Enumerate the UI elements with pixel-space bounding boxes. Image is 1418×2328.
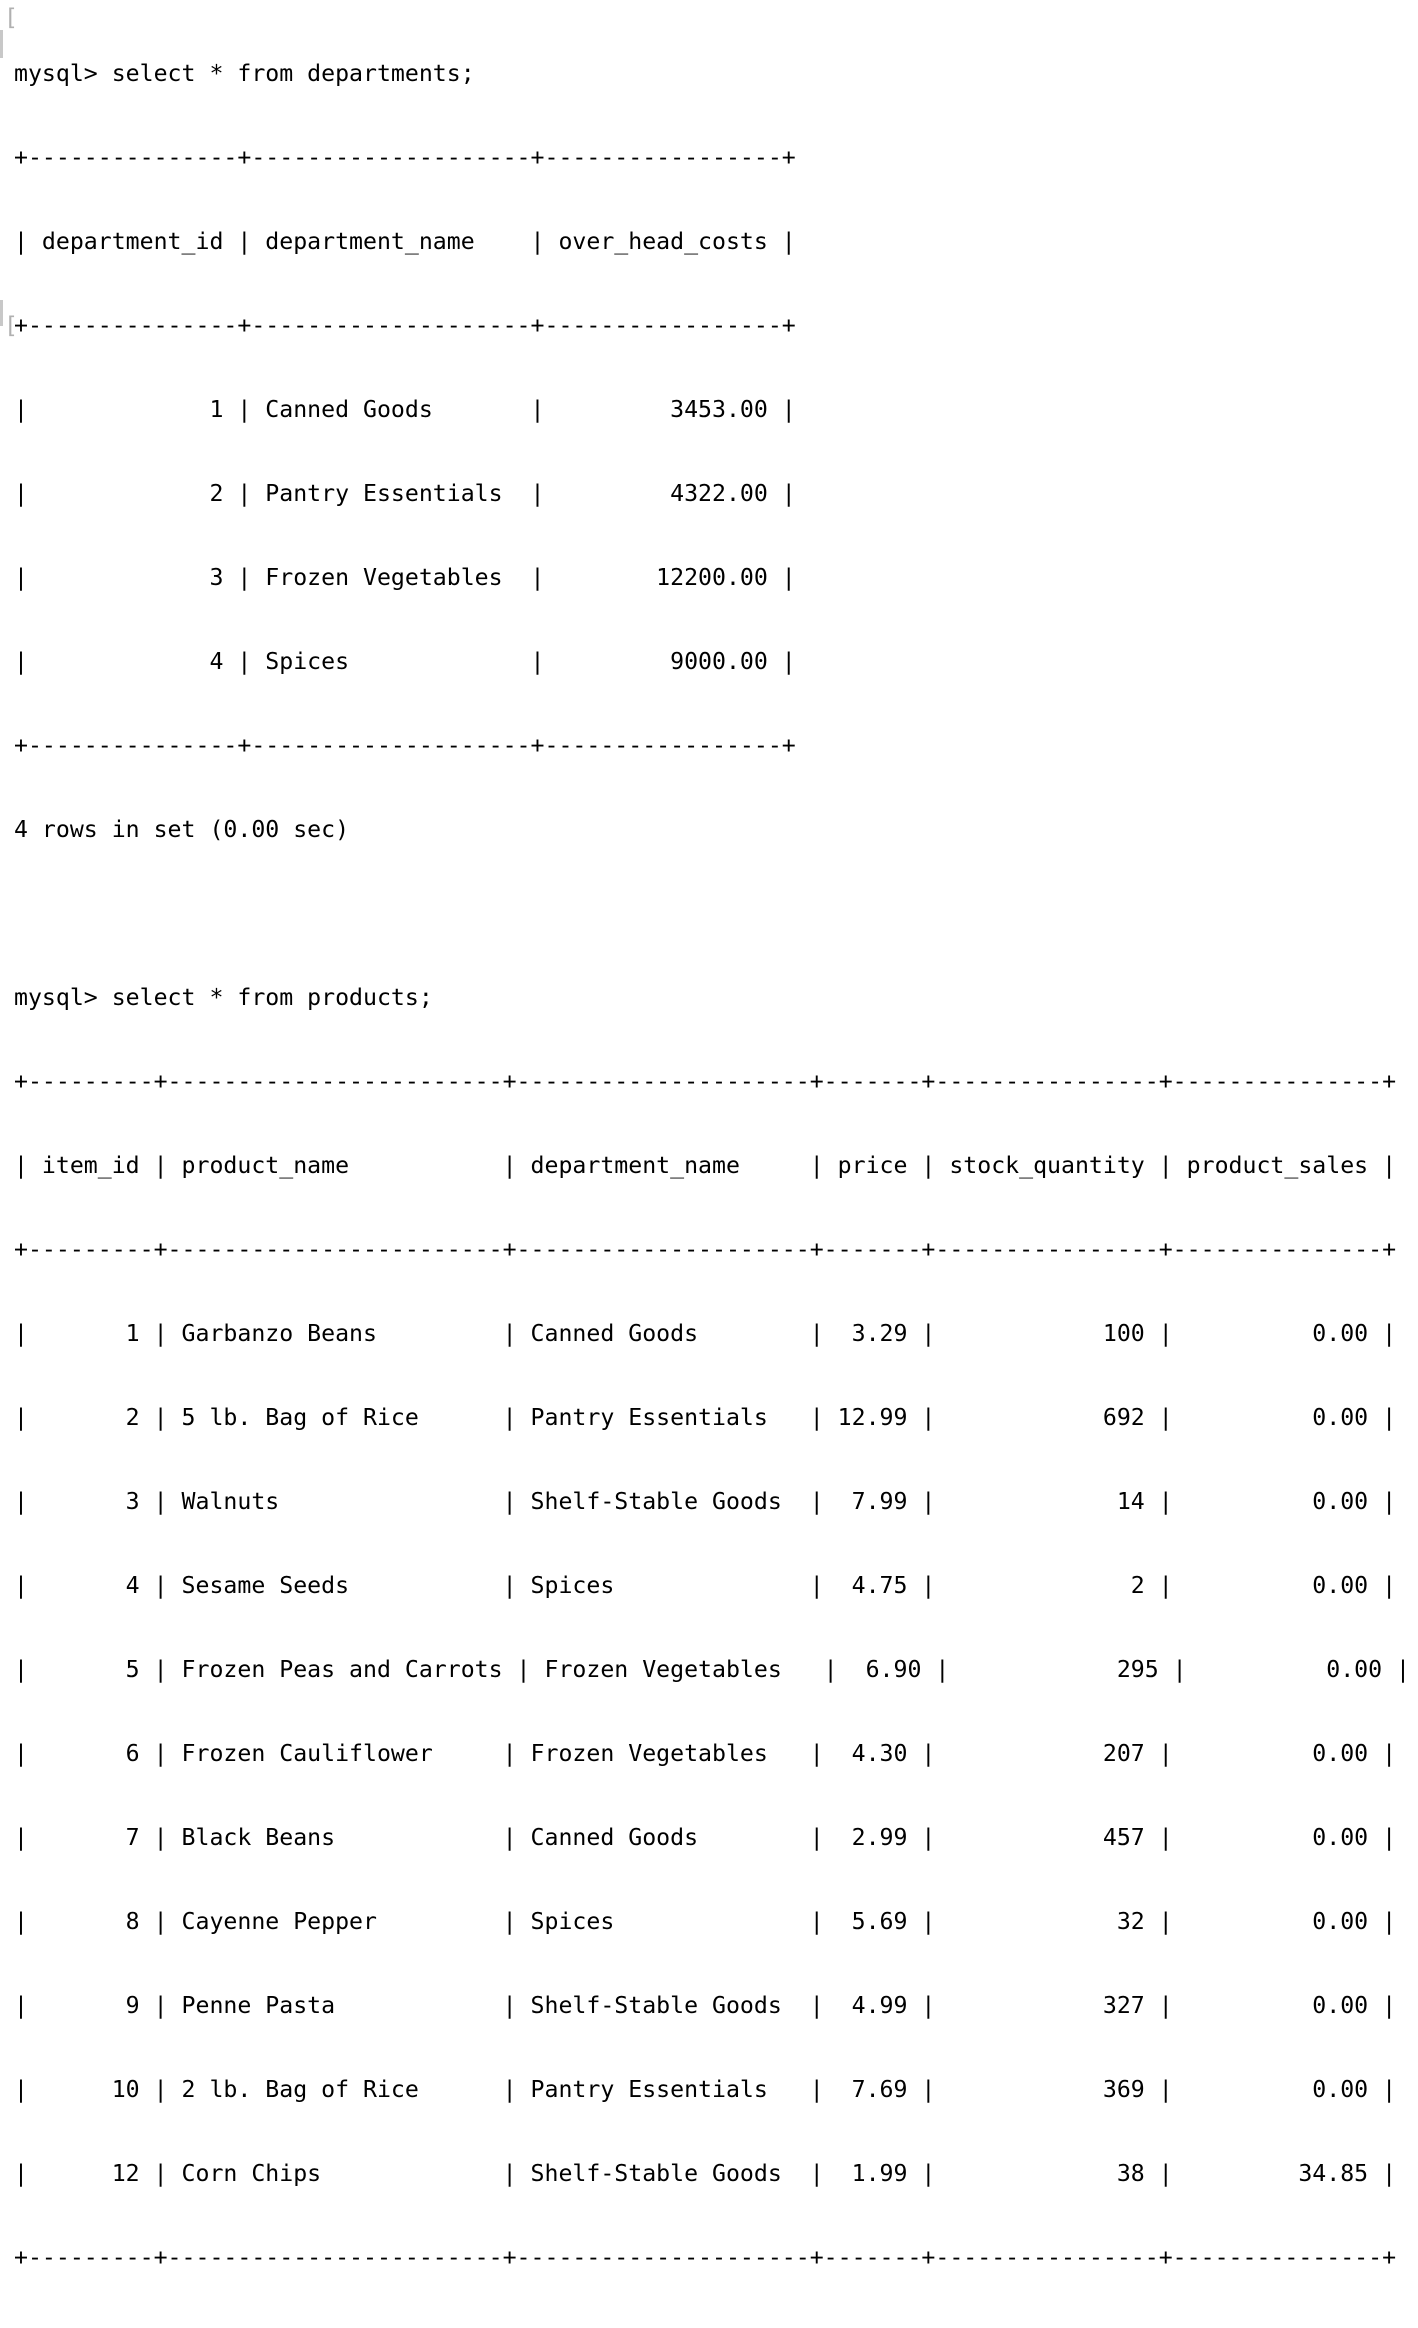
table-row: | 4 | Spices | 9000.00 | — [14, 648, 796, 675]
table-border: +---------------+--------------------+-----------------+ — [14, 144, 796, 171]
table-border: +---------+------------------------+---------------------+-------+----------------+---------------+ — [14, 1236, 1397, 1263]
table-border: +---------------+--------------------+-----------------+ — [14, 312, 796, 339]
table-border: +---------------+--------------------+-----------------+ — [14, 732, 796, 759]
command-line: mysql> select * from products; — [14, 984, 433, 1011]
table-row: | 1 | Garbanzo Beans | Canned Goods | 3.29 | 100 | 0.00 | — [14, 1320, 1397, 1347]
table-header: | item_id | product_name | department_name | price | stock_quantity | product_sales | — [14, 1152, 1397, 1179]
table-row: | 6 | Frozen Cauliflower | Frozen Vegetables | 4.30 | 207 | 0.00 | — [14, 1740, 1397, 1767]
table-row: | 12 | Corn Chips | Shelf-Stable Goods | 1.99 | 38 | 34.85 | — [14, 2160, 1397, 2187]
table-row: | 9 | Penne Pasta | Shelf-Stable Goods | 4.99 | 327 | 0.00 | — [14, 1992, 1397, 2019]
prompt-bracket: [ — [4, 4, 18, 31]
table-row: | 8 | Cayenne Pepper | Spices | 5.69 | 32 | 0.00 | — [14, 1908, 1397, 1935]
table-row: | 7 | Black Beans | Canned Goods | 2.99 | 457 | 0.00 | — [14, 1824, 1397, 1851]
table-row: | 10 | 2 lb. Bag of Rice | Pantry Essentials | 7.69 | 369 | 0.00 | — [14, 2076, 1397, 2103]
command-line: mysql> select * from departments; — [14, 60, 475, 87]
window-edge — [0, 30, 3, 58]
window-edge — [0, 300, 3, 326]
blank-line — [14, 900, 1410, 928]
table-row: | 1 | Canned Goods | 3453.00 | — [14, 396, 796, 423]
table-row: | 3 | Walnuts | Shelf-Stable Goods | 7.99 | 14 | 0.00 | — [14, 1488, 1397, 1515]
table-row: | 5 | Frozen Peas and Carrots | Frozen Vegetables | 6.90 | 295 | 0.00 | — [14, 1656, 1411, 1683]
result-summary: 4 rows in set (0.00 sec) — [14, 816, 350, 843]
table-header: | department_id | department_name | over_head_costs | — [14, 228, 796, 255]
table-border: +---------+------------------------+---------------------+-------+----------------+---------------+ — [14, 2244, 1397, 2271]
table-row: | 2 | 5 lb. Bag of Rice | Pantry Essentials | 12.99 | 692 | 0.00 | — [14, 1404, 1397, 1431]
table-row: | 4 | Sesame Seeds | Spices | 4.75 | 2 | 0.00 | — [14, 1572, 1397, 1599]
table-row: | 2 | Pantry Essentials | 4322.00 | — [14, 480, 796, 507]
prompt-bracket: [ — [4, 312, 18, 339]
terminal-output[interactable] — [14, 4, 1410, 2328]
table-row: | 3 | Frozen Vegetables | 12200.00 | — [14, 564, 796, 591]
table-border: +---------+------------------------+---------------------+-------+----------------+---------------+ — [14, 1068, 1397, 1095]
